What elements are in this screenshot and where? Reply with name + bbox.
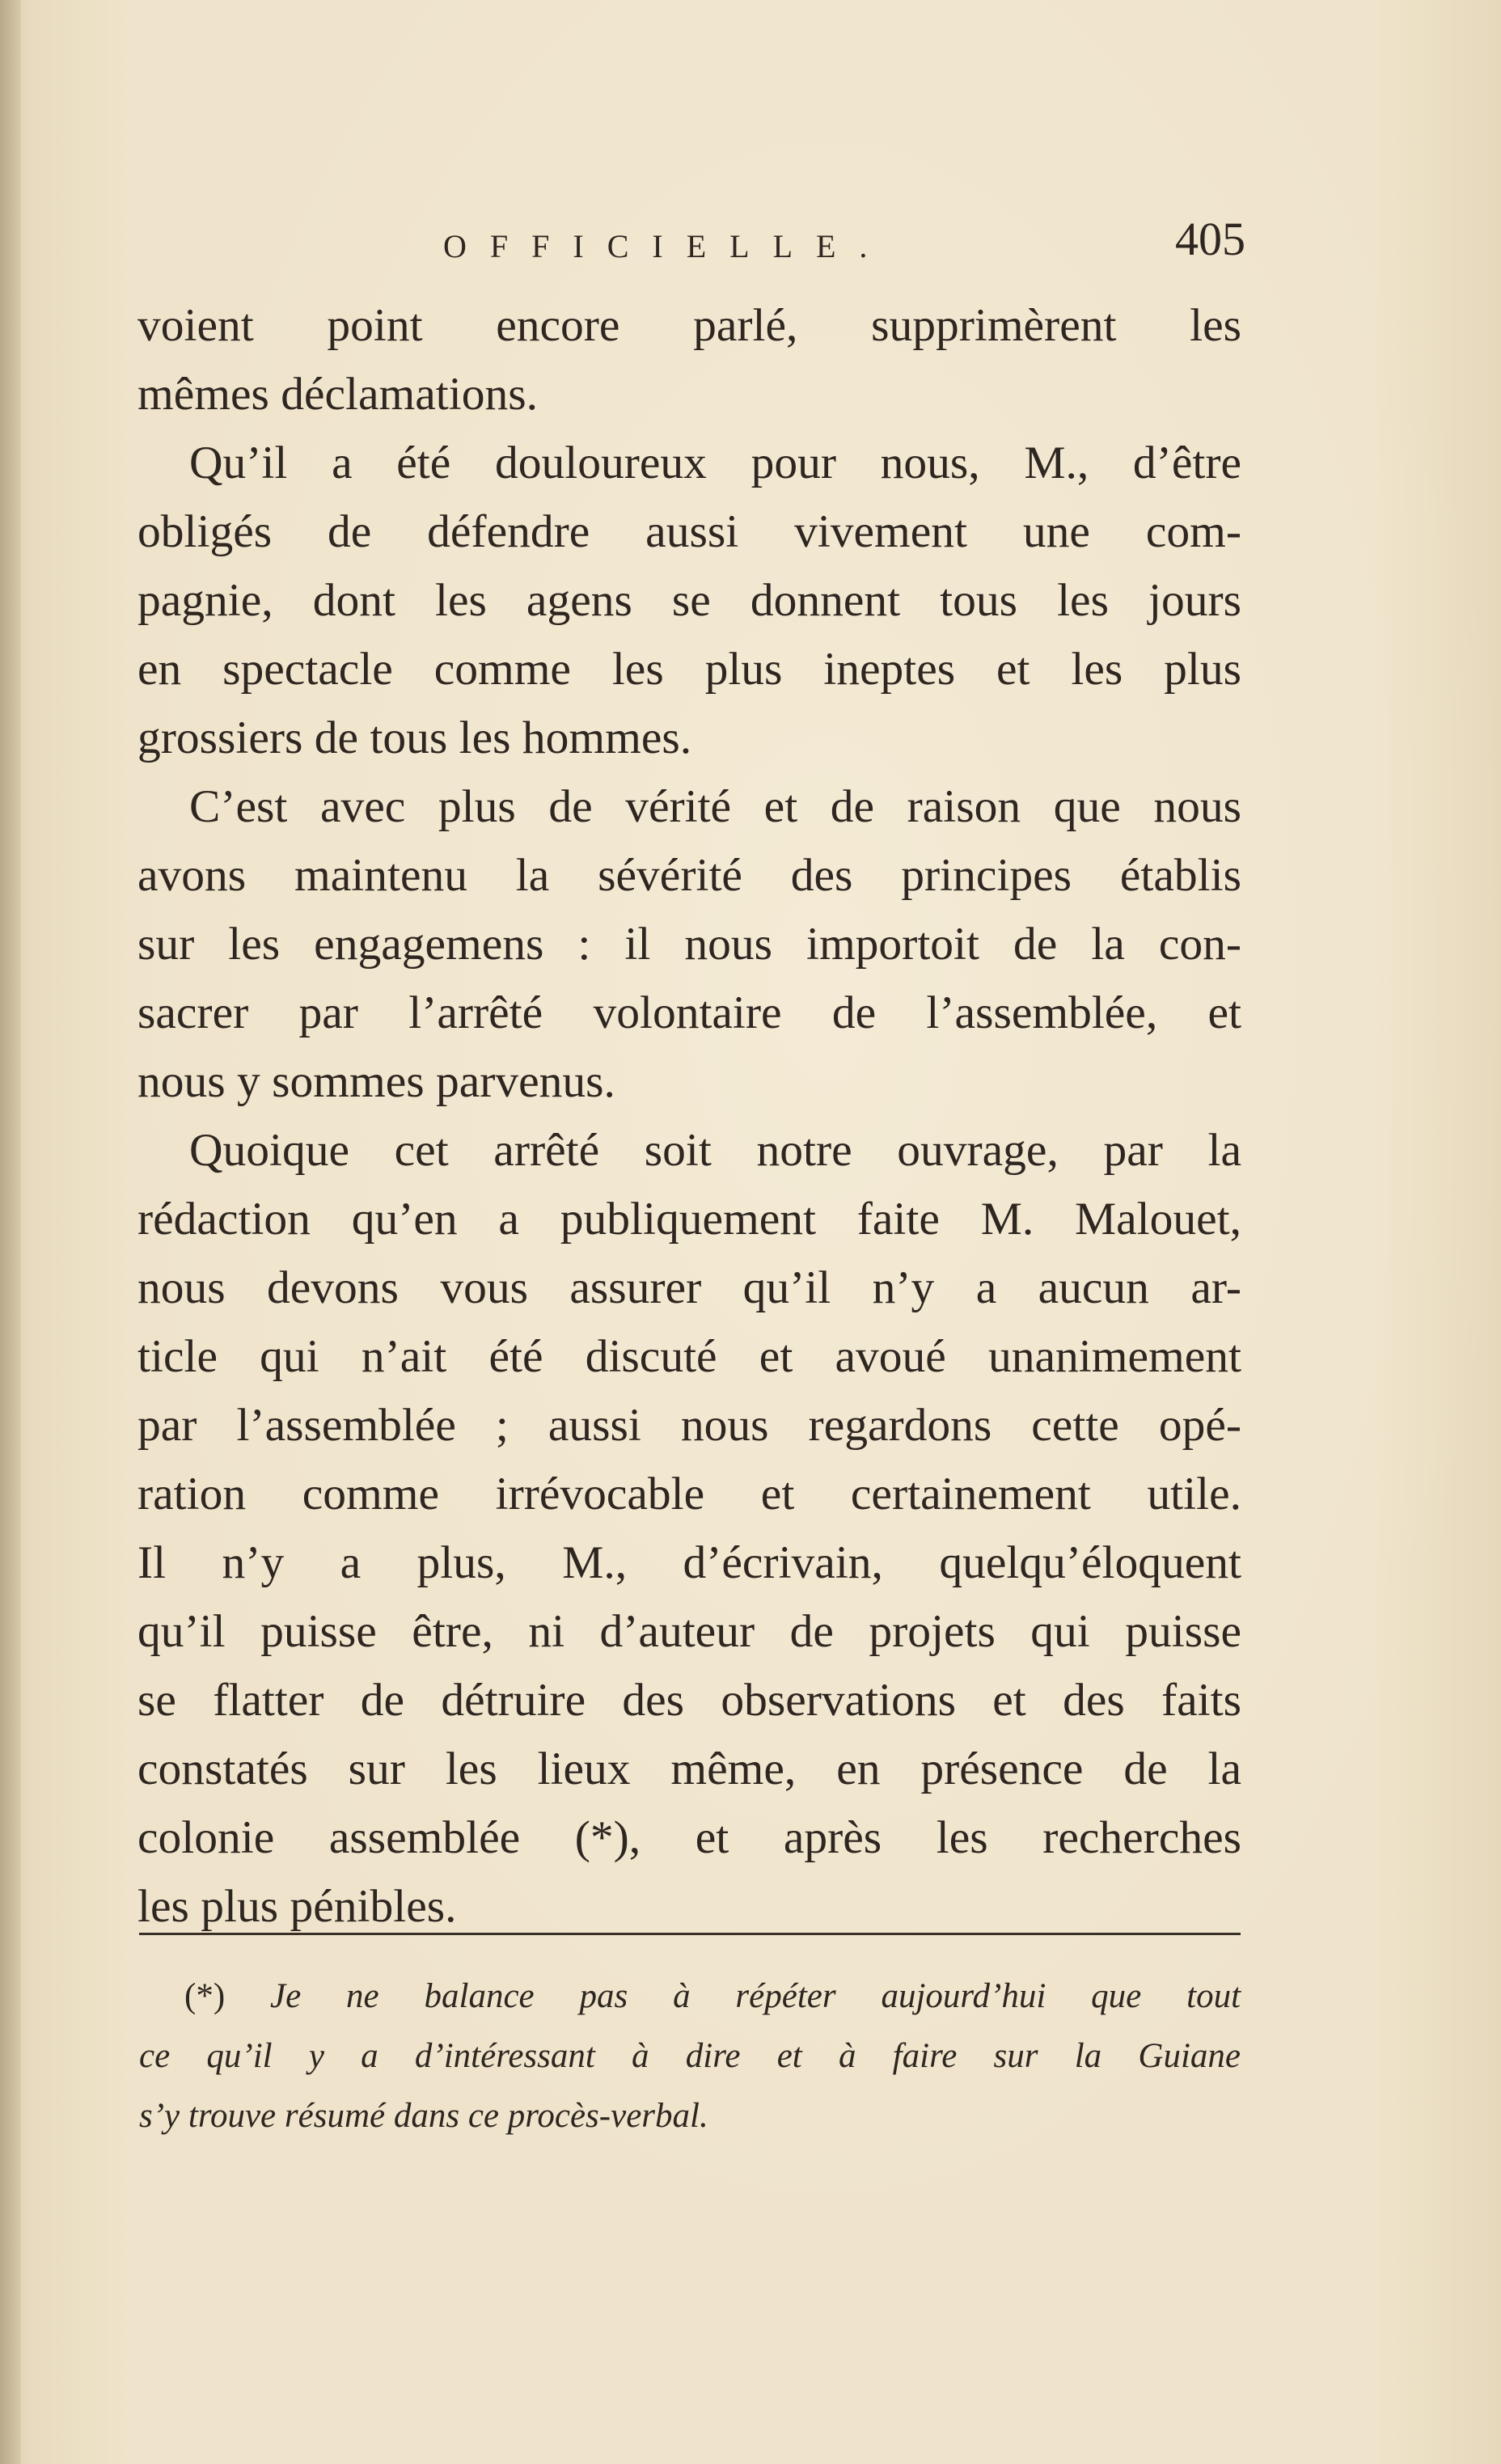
footnote-line: ce qu’il y a d’intéressant à dire et à faire sur la Guiane <box>139 2037 1241 2075</box>
text-line: C’est avec plus de vérité et de raison que nous <box>189 781 1241 832</box>
text-line: sur les engagemens : il nous importoit de la con- <box>137 919 1241 970</box>
footnote-rule <box>139 1933 1241 1935</box>
text-line: qu’il puisse être, ni d’auteur de projets qui puisse <box>137 1606 1241 1657</box>
text-line: les plus pénibles. <box>137 1881 457 1932</box>
text-line: Quoique cet arrêté soit notre ouvrage, par la <box>189 1125 1241 1176</box>
text-line: avons maintenu la sévérité des principes établis <box>137 850 1241 901</box>
footnote <box>139 1967 1241 2146</box>
text-line: se flatter de détruire des observations et des faits <box>137 1675 1241 1726</box>
running-head: OFFICIELLE. <box>443 228 891 264</box>
text-line: constatés sur les lieux même, en présence de la <box>137 1743 1241 1794</box>
text-line: pagnie, dont les agens se donnent tous les jours <box>137 575 1241 626</box>
text-line: rédaction qu’en a publiquement faite M. Malouet, <box>137 1194 1241 1245</box>
text-line: sacrer par l’arrêté volontaire de l’assemblée, et <box>137 987 1241 1038</box>
text-line: Il n’y a plus, M., d’écrivain, quelqu’éloquent <box>137 1537 1241 1588</box>
text-line: obligés de défendre aussi vivement une com- <box>137 506 1241 557</box>
page-gutter <box>0 0 21 2464</box>
text-line: colonie assemblée (*), et après les recherches <box>137 1812 1241 1863</box>
text-line: par l’assemblée ; aussi nous regardons cette opé- <box>137 1400 1241 1451</box>
body-text <box>137 291 1241 1941</box>
page-header <box>137 213 1245 277</box>
text-line: ration comme irrévocable et certainement utile. <box>137 1469 1241 1519</box>
footnote-text: Je ne balance pas à répéter aujourd’hui que tout <box>270 1977 1241 2015</box>
text-line: nous y sommes parvenus. <box>137 1056 615 1107</box>
text-line: nous devons vous assurer qu’il n’y a aucun ar- <box>137 1262 1241 1313</box>
footnote-line: s’y trouve résumé dans ce procès-verbal. <box>139 2097 708 2135</box>
text-line: mêmes déclamations. <box>137 369 538 420</box>
footnote-marker: (*) <box>184 1977 226 2015</box>
text-line: en spectacle comme les plus ineptes et les plus <box>137 644 1241 695</box>
text-line: voient point encore parlé, supprimèrent les <box>137 300 1241 351</box>
text-line: Qu’il a été douloureux pour nous, M., d’être <box>189 437 1241 488</box>
text-line: grossiers de tous les hommes. <box>137 712 692 763</box>
footnote-line <box>139 1967 1241 2027</box>
text-line: ticle qui n’ait été discuté et avoué unanimement <box>137 1331 1241 1382</box>
page-number: 405 <box>1175 213 1245 265</box>
